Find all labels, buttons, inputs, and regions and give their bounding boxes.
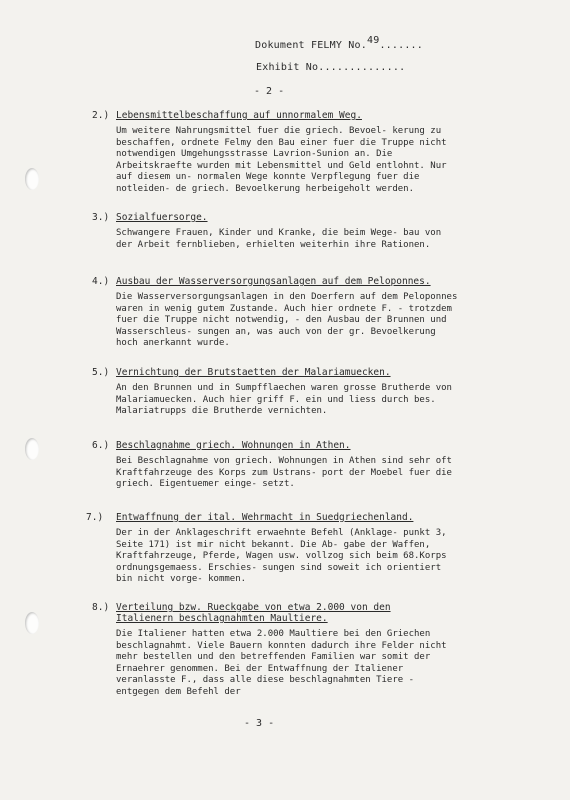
section-number: 5.) [92, 367, 110, 378]
punch-hole [25, 612, 39, 634]
section-number: 3.) [92, 212, 110, 223]
section-title: Sozialfuersorge. [116, 212, 208, 223]
section-title-continued: Italienern beschlagnahmten Maultiere. [116, 613, 328, 624]
section-3 [92, 212, 472, 251]
section-heading [92, 367, 472, 378]
section-8 [92, 602, 472, 698]
exhibit-label: Exhibit No. [256, 62, 325, 73]
exhibit-line: Exhibit No.............. [256, 62, 406, 73]
section-heading [86, 512, 466, 523]
section-6 [92, 440, 472, 491]
document-number: 49 [366, 35, 380, 46]
section-heading [92, 276, 472, 287]
section-heading [92, 440, 472, 451]
section-heading [92, 602, 472, 613]
section-heading [92, 110, 472, 121]
page-number-bottom: - 3 - [244, 718, 275, 729]
section-number: 6.) [92, 440, 110, 451]
punch-hole [25, 438, 39, 460]
section-heading [92, 212, 472, 223]
section-text: Die Italiener hatten etwa 2.000 Maultiere bei den Griechen beschlagnahmt. Viele Bauern konnten dadurch ihre Felder nicht mehr bestellen und den betreffenden Familien war somit der Ernaehrer genommen. Bei der Entwaffnung der Italiener veranlasste F., dass alle diese beschlagnahmten Tiere - entgegen dem Befehl der [116, 629, 447, 697]
section-text: Schwangere Frauen, Kinder und Kranke, die beim Wege- bau von der Arbeit fernblieben, erhielten weiterhin ihre Rationen. [116, 228, 442, 250]
section-title: Lebensmittelbeschaffung auf unnormalem Weg. [116, 110, 362, 121]
section-title: Verteilung bzw. Rueckgabe von etwa 2.000 von den [116, 602, 391, 613]
section-2 [92, 110, 472, 195]
section-title: Entwaffnung der ital. Wehrmacht in Suedgriechenland. [116, 512, 414, 523]
section-number: 4.) [92, 276, 110, 287]
document-label: Dokument FELMY No. [255, 40, 367, 51]
page-number-top: - 2 - [254, 86, 285, 97]
section-text: An den Brunnen und in Sumpfflaechen waren grosse Brutherde von Malariamuecken. Auch hier griff F. ein und liess durch bes. Malariatrupps die Brutherde vernichten. [116, 383, 452, 416]
section-5 [92, 367, 472, 418]
section-heading-continued [116, 613, 472, 624]
section-title: Ausbau der Wasserversorgungsanlagen auf dem Peloponnes. [116, 276, 431, 287]
section-text: Um weitere Nahrungsmittel fuer die griech. Bevoel- kerung zu beschaffen, ordnete Felmy den Bau einer fuer die Truppe nicht notwendigen Umgehungsstrasse Lavrion-Sunion an. Die Arbeitskraefte wurden mit Lebensmittel und Geld entlohnt. Nur auf diesem un- normalen Wege konnte Verpflegung fuer die notleiden- de griech. Bevoelkerung herbeigeholt werden. [116, 126, 447, 194]
section-title: Vernichtung der Brutstaetten der Malariamuecken. [116, 367, 391, 378]
section-text: Bei Beschlagnahme von griech. Wohnungen in Athen sind sehr oft Kraftfahrzeuge des Korps zum Ustrans- port der Moebel fuer die griech. Eigentuemer einge- setzt. [116, 456, 452, 489]
section-number: 2.) [92, 110, 110, 121]
section-number: 7.) [86, 512, 104, 523]
section-title: Beschlagnahme griech. Wohnungen in Athen. [116, 440, 351, 451]
punch-hole [25, 168, 39, 190]
section-7 [86, 512, 466, 586]
document-number-line: Dokument FELMY No.49....... [255, 35, 423, 51]
section-text: Der in der Anklageschrift erwaehnte Befehl (Anklage- punkt 3, Seite 171) ist mir nicht bekannt. Die Ab- gabe der Waffen, Kraftfahrzeuge, Pferde, Wagen usw. vollzog sich beim 68.Korps ordnungsgemaess. Erschies- sungen sind soweit ich orientiert bin nicht vorge- kommen. [116, 528, 447, 584]
section-number: 8.) [92, 602, 110, 613]
section-4 [92, 276, 472, 350]
section-text: Die Wasserversorgungsanlagen in den Doerfern auf dem Peloponnes waren in wenig gutem Zustande. Auch hier ordnete F. - trotzdem fuer die Truppe nicht notwendig, - den Ausbau der Brunnen und Wasserschleus- sungen an, was auch von der gr. Bevoelkerung hoch anerkannt wurde. [116, 292, 458, 348]
